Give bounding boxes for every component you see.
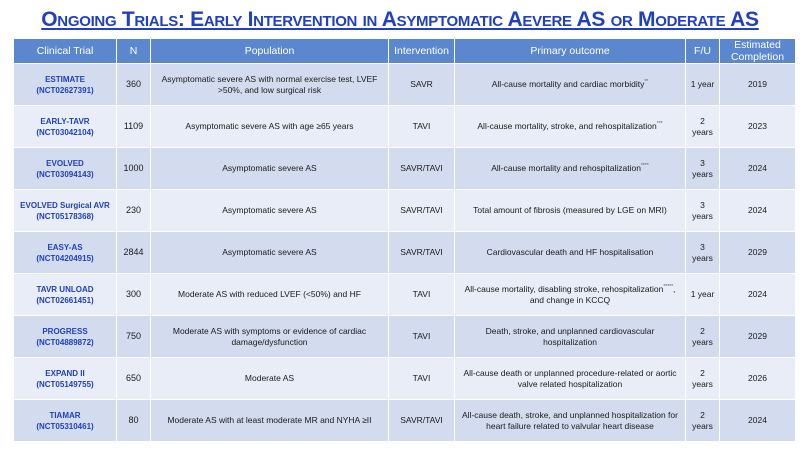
trial-n-cell: 1109 [117,106,151,148]
col-header-intervention: Intervention [389,39,455,64]
outcome-text: All-cause mortality and rehospitalization [491,163,641,173]
outcome-text: Total amount of fibrosis (measured by LGE on MRI) [473,205,667,215]
col-header-fu: F/U [686,39,720,64]
population-cell: Asymptomatic severe AS with normal exercise test, LVEF >50%, and low surgical risk [151,64,389,106]
outcome-text: Cardiovascular death and HF hospitalisation [486,247,654,257]
header-row [14,39,796,64]
footnote-mark: *** [656,121,663,128]
outcome-text: Death, stroke, and unplanned cardiovascular hospitalization [485,325,655,347]
trial-id: (NCT04204915) [36,253,94,263]
outcome-tail: , and change in KCCQ [529,283,676,305]
table-row [14,106,796,148]
followup-cell: 3 years [686,190,720,232]
population-cell: Asymptomatic severe AS [151,190,389,232]
table-row [14,400,796,442]
completion-cell: 2019 [720,64,796,106]
followup-cell: 1 year [686,64,720,106]
intervention-cell: TAVI [389,316,455,358]
trial-name: EARLY-TAVR [40,116,90,126]
trial-name-cell [14,148,117,190]
followup-cell: 2 years [686,358,720,400]
footnote-mark: ***** [663,283,674,290]
trial-name-cell [14,274,117,316]
outcome-text: All-cause mortality, disabling stroke, rehospitalization [464,283,664,294]
trial-name: EVOLVED [46,158,84,168]
trial-n-cell: 300 [117,274,151,316]
outcome-text: All-cause death or unplanned procedure-related or aortic valve related hospitalization [463,367,677,389]
intervention-cell: TAVI [389,274,455,316]
intervention-cell: TAVI [389,106,455,148]
table-row [14,190,796,232]
col-header-n: N [117,39,151,64]
followup-cell: 3 years [686,232,720,274]
table-row [14,316,796,358]
table-row [14,274,796,316]
completion-cell: 2024 [720,274,796,316]
table-row [14,148,796,190]
trial-id: (NCT02661451) [36,295,94,305]
trial-name-cell [14,232,117,274]
intervention-cell: SAVR/TAVI [389,148,455,190]
followup-cell: 2 years [686,316,720,358]
trial-name-cell [14,190,117,232]
col-header-completion: Estimated Completion [720,39,796,64]
completion-cell: 2029 [720,232,796,274]
outcome-cell [455,190,686,232]
trial-name-cell [14,106,117,148]
followup-cell: 1 year [686,274,720,316]
trial-n-cell: 230 [117,190,151,232]
table-row [14,232,796,274]
trial-n-cell: 360 [117,64,151,106]
outcome-text: All-cause death, stroke, and unplanned hospitalization for heart failure related to valvular heart disease [462,409,678,431]
completion-cell: 2024 [720,190,796,232]
table-row [14,358,796,400]
trial-name: PROGRESS [42,326,88,336]
trial-n-cell: 80 [117,400,151,442]
population-cell: Moderate AS with reduced LVEF (<50%) and HF [151,274,389,316]
outcome-cell [455,64,686,106]
trial-id: (NCT03094143) [36,169,94,179]
population-cell: Moderate AS with at least moderate MR and NYHA ≥II [151,400,389,442]
outcome-cell [455,232,686,274]
followup-cell: 3 years [686,148,720,190]
intervention-cell: SAVR/TAVI [389,190,455,232]
followup-cell: 2 years [686,400,720,442]
trials-body [14,64,796,442]
trial-name: EXPAND II [45,368,85,378]
population-cell: Asymptomatic severe AS [151,148,389,190]
outcome-cell [455,358,686,400]
trial-n-cell: 1000 [117,148,151,190]
footnote-mark: ** [644,79,649,86]
outcome-cell [455,400,686,442]
trial-name-cell [14,316,117,358]
completion-cell: 2024 [720,400,796,442]
trial-n-cell: 750 [117,316,151,358]
trial-id: (NCT05149755) [36,379,94,389]
population-cell: Moderate AS with symptoms or evidence of cardiac damage/dysfunction [151,316,389,358]
completion-cell: 2024 [720,148,796,190]
outcome-cell [455,274,686,316]
table-row [14,64,796,106]
trial-name: TAVR UNLOAD [36,284,94,294]
col-header-population: Population [151,39,389,64]
col-header-outcome: Primary outcome [455,39,686,64]
trial-name: EVOLVED Surgical AVR [20,200,110,210]
population-cell: Moderate AS [151,358,389,400]
intervention-cell: SAVR/TAVI [389,400,455,442]
completion-cell: 2023 [720,106,796,148]
completion-cell: 2026 [720,358,796,400]
trial-name: ESTIMATE [45,74,85,84]
trial-name-cell [14,64,117,106]
intervention-cell: SAVR [389,64,455,106]
trial-id: (NCT04889872) [36,337,94,347]
trial-n-cell: 650 [117,358,151,400]
intervention-cell: SAVR/TAVI [389,232,455,274]
outcome-text: All-cause mortality, stroke, and rehospitalization [477,121,657,131]
outcome-cell [455,106,686,148]
outcome-cell [455,316,686,358]
population-cell: Asymptomatic severe AS with age ≥65 years [151,106,389,148]
trial-name: TIAMAR [49,410,81,420]
footnote-mark: **** [640,163,649,170]
outcome-cell [455,148,686,190]
col-header-trial: Clinical Trial [14,39,117,64]
trials-table [13,38,796,442]
outcome-text: All-cause mortality and cardiac morbidity [491,79,645,89]
trial-name: EASY-AS [47,242,83,252]
intervention-cell: TAVI [389,358,455,400]
trial-id: (NCT03042104) [36,127,94,137]
slide-title: Ongoing Trials: Early Intervention in Asymptomatic Aevere AS or Moderate AS [41,8,759,31]
trial-name-cell [14,400,117,442]
trial-n-cell: 2844 [117,232,151,274]
trial-id: (NCT02627391) [36,85,94,95]
trial-id: (NCT05178368) [36,211,94,221]
trial-id: (NCT05310461) [36,421,94,431]
population-cell: Asymptomatic severe AS [151,232,389,274]
completion-cell: 2029 [720,316,796,358]
trial-name-cell [14,358,117,400]
followup-cell: 2 years [686,106,720,148]
